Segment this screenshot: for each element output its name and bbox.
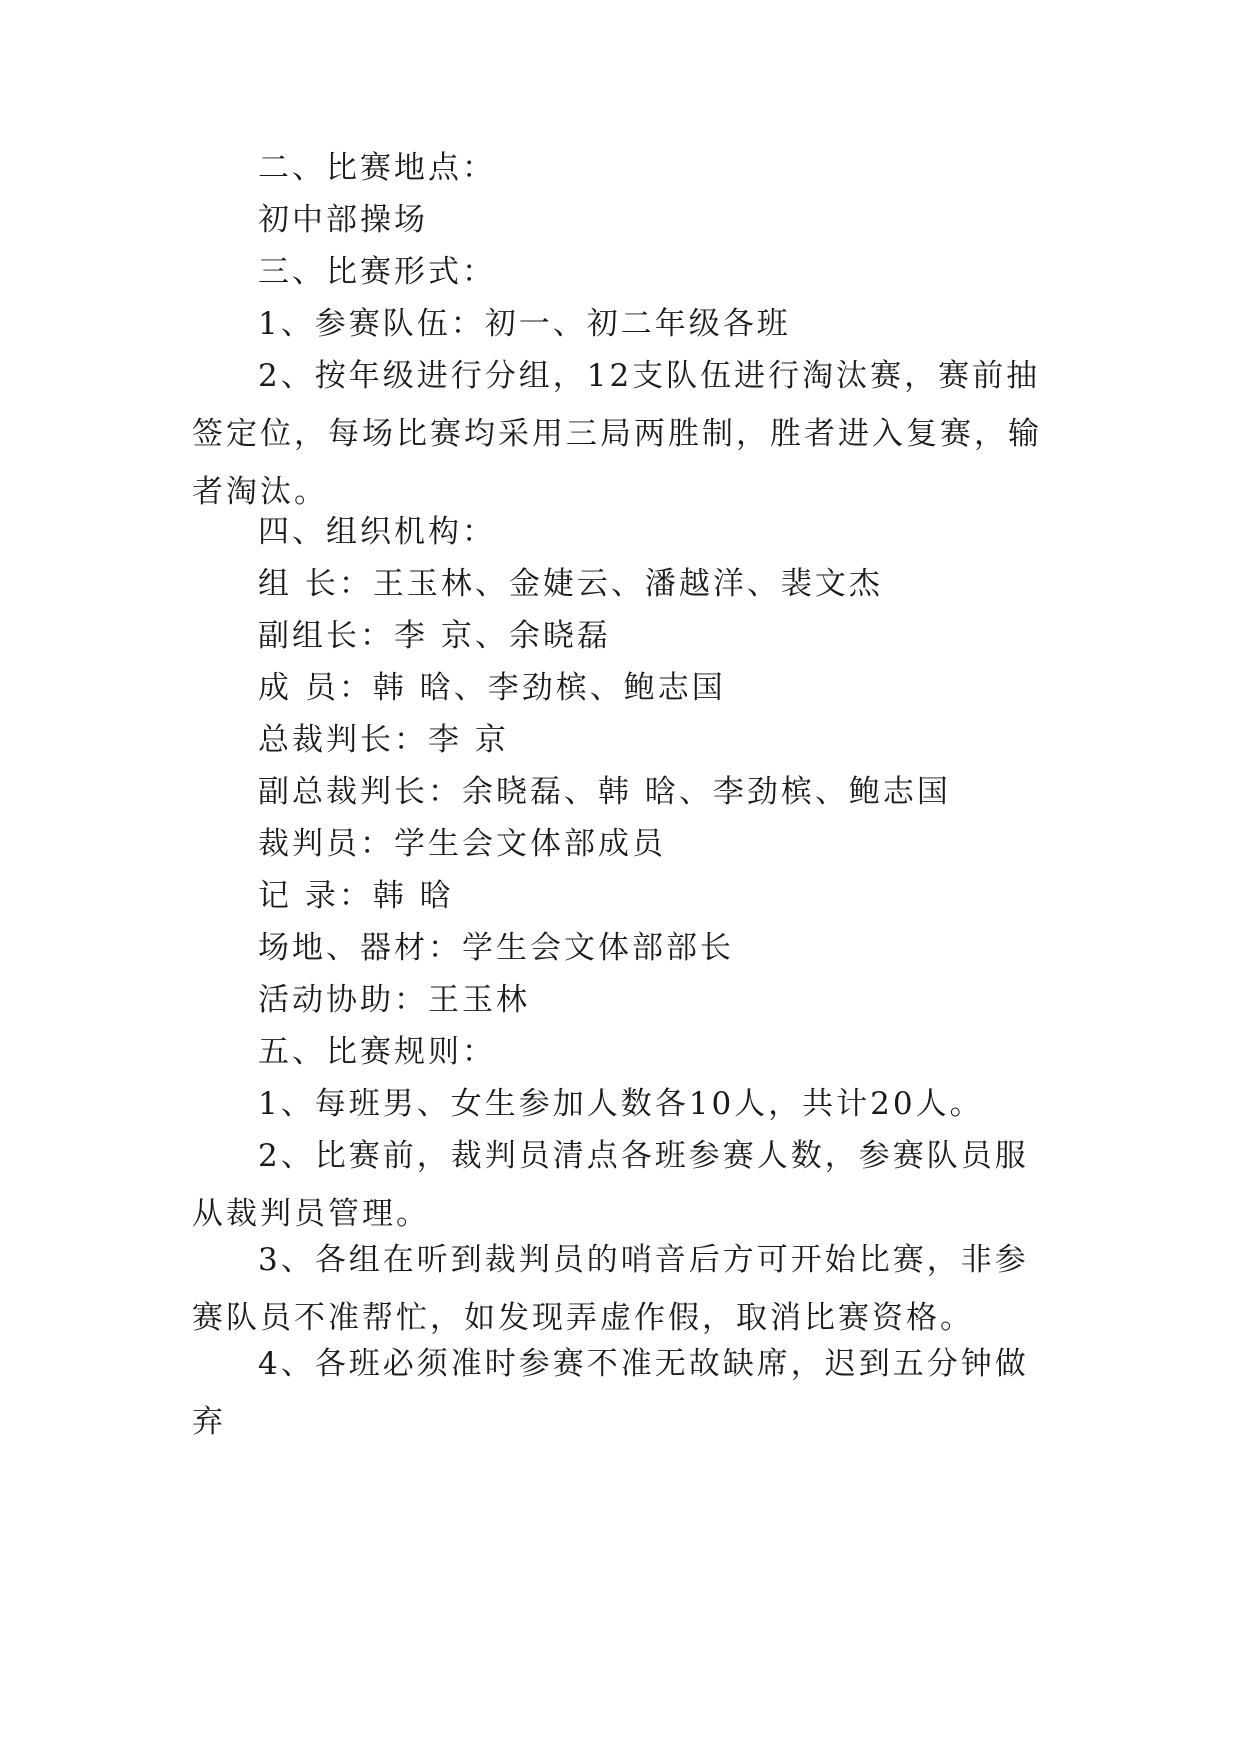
format-item-2: 2、按年级进行分组，12支队伍进行淘汰赛，赛前抽签定位，每场比赛均采用三局两胜制，胜者进入复赛，输者淘汰。	[192, 358, 1042, 510]
rule-item-4: 4、各班必须准时参赛不准无故缺席，迟到五分钟做弃	[192, 1346, 1029, 1440]
venue-text: 初中部操场	[258, 202, 428, 238]
section-heading-venue: 二、比赛地点：	[258, 150, 496, 186]
format-item-1: 1、参赛队伍：初一、初二年级各班	[258, 306, 791, 342]
rule-item-1: 1、每班男、女生参加人数各10人，共计20人。	[258, 1086, 984, 1122]
org-leaders: 组 长：王玉林、金婕云、潘越洋、裴文杰	[258, 566, 883, 602]
section-heading-organization: 四、组织机构：	[258, 514, 496, 550]
org-venue-equipment: 场地、器材：学生会文体部部长	[258, 930, 734, 966]
org-deputy-chief-referee: 副总裁判长：余晓磊、韩 晗、李劲槟、鲍志国	[258, 774, 951, 810]
rule-item-3: 3、各组在听到裁判员的哨音后方可开始比赛，非参赛队员不准帮忙，如发现弄虚作假，取消比赛资格。	[192, 1242, 1029, 1336]
org-chief-referee: 总裁判长：李 京	[258, 722, 509, 758]
org-members: 成 员：韩 晗、李劲槟、鲍志国	[258, 670, 726, 706]
org-recorder: 记 录：韩 晗	[258, 878, 454, 914]
section-heading-rules: 五、比赛规则：	[258, 1034, 496, 1070]
org-referees: 裁判员：学生会文体部成员	[258, 826, 666, 862]
rule-item-2: 2、比赛前，裁判员清点各班参赛人数，参赛队员服从裁判员管理。	[192, 1138, 1029, 1232]
org-deputy-leaders: 副组长：李 京、余晓磊	[258, 618, 611, 654]
org-assistance: 活动协助：王玉林	[258, 982, 530, 1018]
section-heading-format: 三、比赛形式：	[258, 254, 496, 290]
